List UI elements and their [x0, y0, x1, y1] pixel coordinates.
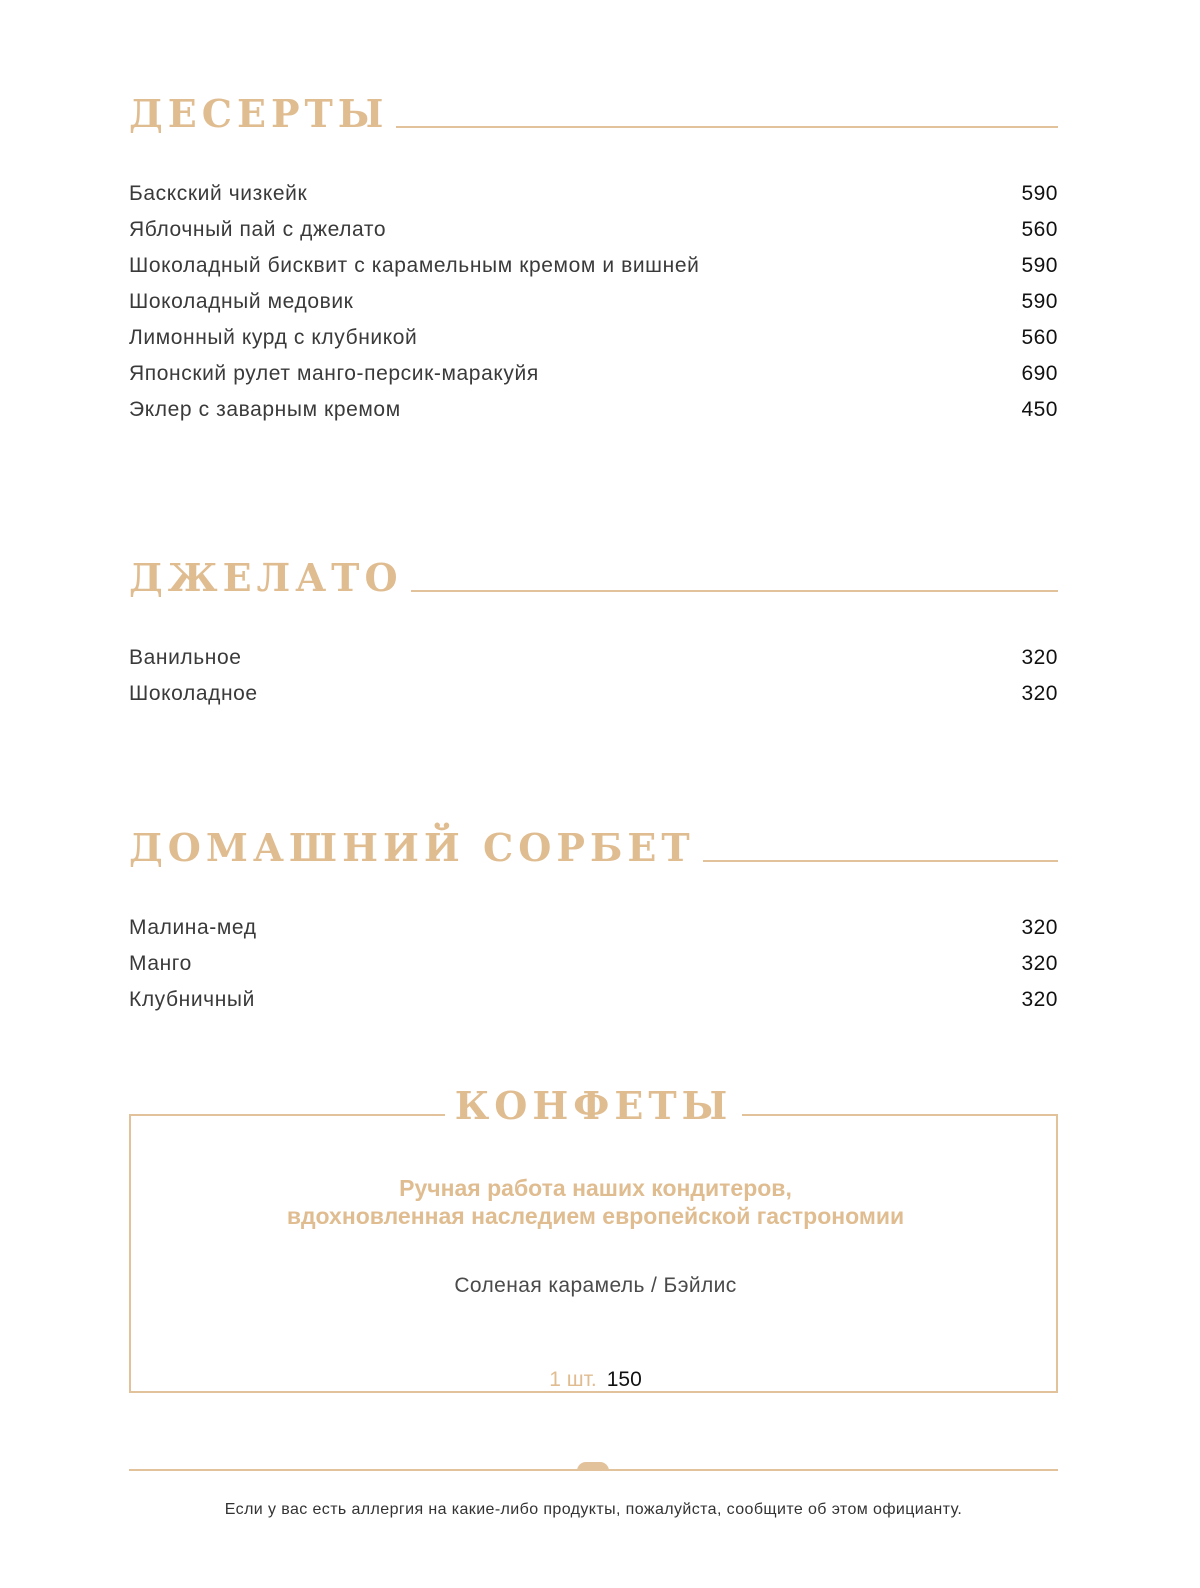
- item-price: 320: [1021, 916, 1058, 939]
- item-name: Клубничный: [129, 988, 255, 1011]
- menu-item: [129, 392, 1058, 428]
- item-name: Шоколадный бисквит с карамельным кремом и вишней: [129, 254, 700, 277]
- menu-item: [129, 910, 1058, 946]
- section-title: ДЖЕЛАТО: [129, 555, 403, 600]
- section-header: [129, 90, 1058, 134]
- menu-item: [129, 248, 1058, 284]
- item-name: Лимонный курд с клубникой: [129, 326, 418, 349]
- item-name: Ванильное: [129, 646, 242, 669]
- menu-item: [129, 676, 1058, 712]
- menu-item: [129, 212, 1058, 248]
- item-name: Баскский чизкейк: [129, 182, 308, 205]
- item-price: 320: [1021, 682, 1058, 705]
- candy-subtitle-line: вдохновленная наследием европейской гастрономии: [286, 1203, 905, 1229]
- item-name: Шоколадное: [129, 682, 258, 705]
- item-price: 590: [1021, 182, 1058, 205]
- candy-subtitle-line: Ручная работа наших кондитеров,: [399, 1175, 792, 1201]
- item-name: Японский рулет манго-персик-маракуйя: [129, 362, 539, 385]
- menu-item: [129, 982, 1058, 1018]
- item-name: Эклер с заварным кремом: [129, 398, 401, 421]
- menu-item: [129, 320, 1058, 356]
- item-name: Шоколадный медовик: [129, 290, 354, 313]
- item-price: 560: [1021, 326, 1058, 349]
- item-price: 590: [1021, 290, 1058, 313]
- candy-price-line: [131, 1368, 1060, 1392]
- menu-list: [129, 910, 1058, 1018]
- menu-item: [129, 176, 1058, 212]
- menu-list: [129, 176, 1058, 428]
- candy-price: 150: [606, 1368, 642, 1391]
- item-price: 590: [1021, 254, 1058, 277]
- candy-frame: [129, 1114, 1058, 1393]
- section-title: КОНФЕТЫ: [445, 1086, 743, 1126]
- menu-item: [129, 946, 1058, 982]
- section-sorbet: [129, 824, 1058, 1018]
- section-gelato: [129, 554, 1058, 712]
- section-desserts: [129, 90, 1058, 428]
- section-rule: [703, 860, 1058, 862]
- candy-unit: 1 шт.: [549, 1368, 597, 1391]
- candy-flavors: Соленая карамель / Бэйлис: [454, 1274, 737, 1297]
- item-name: Манго: [129, 952, 192, 975]
- section-rule: [396, 126, 1058, 128]
- item-price: 320: [1021, 988, 1058, 1011]
- item-price: 690: [1021, 362, 1058, 385]
- menu-item: [129, 640, 1058, 676]
- section-rule: [411, 590, 1058, 592]
- menu-item: [129, 284, 1058, 320]
- section-header: [129, 824, 1058, 868]
- menu-item: [129, 356, 1058, 392]
- candy-title-wrap: [129, 1083, 1058, 1128]
- item-price: 450: [1021, 398, 1058, 421]
- allergy-note: Если у вас есть аллергия на какие-либо продукты, пожалуйста, сообщите об этом официанту.: [224, 1501, 963, 1518]
- menu-list: [129, 640, 1058, 712]
- footer-ornament-icon: [577, 1462, 609, 1471]
- item-price: 320: [1021, 646, 1058, 669]
- section-header: [129, 554, 1058, 598]
- item-name: Яблочный пай с джелато: [129, 218, 387, 241]
- item-price: 560: [1021, 218, 1058, 241]
- item-name: Малина-мед: [129, 916, 257, 939]
- item-price: 320: [1021, 952, 1058, 975]
- section-title: ДОМАШНИЙ СОРБЕТ: [129, 825, 695, 870]
- candy-subtitle: [131, 1174, 1060, 1230]
- section-title: ДЕСЕРТЫ: [129, 91, 389, 136]
